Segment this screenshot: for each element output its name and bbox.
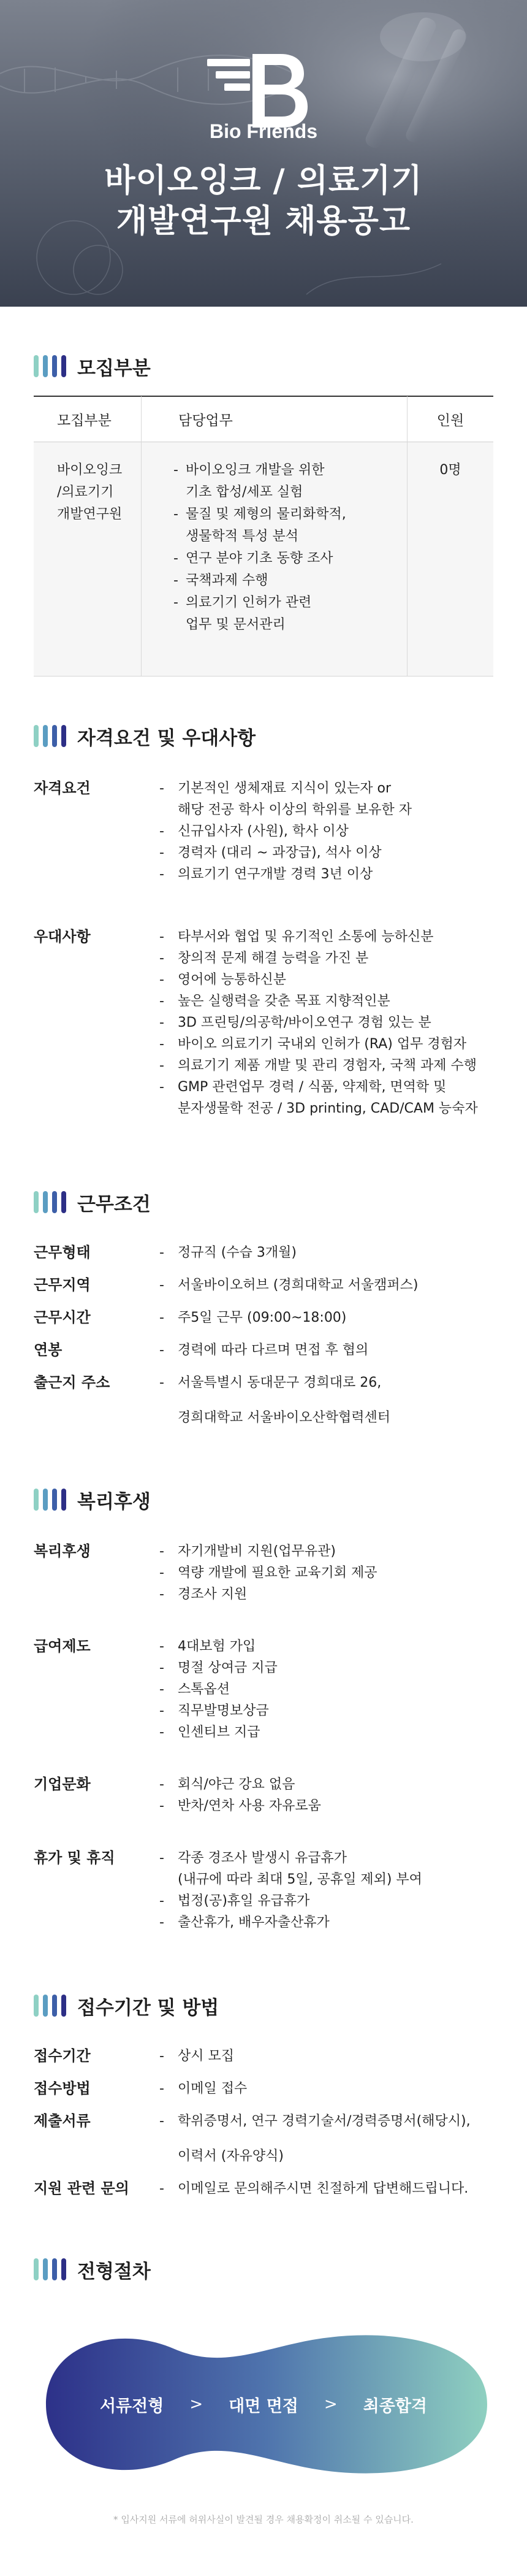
list-item: [159, 1242, 499, 1263]
list-item: [159, 1307, 499, 1328]
text-line: 신규입사자 (사원), 학사 이상: [178, 824, 349, 839]
table-row: [34, 442, 493, 677]
section-title: 복리후생: [77, 1490, 151, 1513]
list-item-text: [178, 1275, 499, 1296]
text-line: 바이오잉크 개발을 위한: [186, 462, 325, 478]
text-line: 생물학적 특성 분석: [186, 529, 299, 544]
row-values: [159, 1372, 499, 1428]
process-step: 대면 면접: [229, 2396, 298, 2416]
list-item-text: [178, 778, 499, 821]
list-item: [159, 1372, 499, 1428]
dash-bullet: -: [159, 951, 164, 966]
text-line: 명절 상여금 지급: [178, 1660, 278, 1676]
list-item: [159, 1012, 499, 1033]
info-row: [34, 1242, 499, 1263]
info-row: [34, 1541, 499, 1605]
text-line: 스톡옵션: [178, 1682, 230, 1697]
footnote: * 입사지원 서류에 허위사실이 발견될 경우 채용확정이 취소될 수 있습니다.: [113, 2514, 414, 2525]
list-item-text: [178, 864, 499, 885]
section-bars-icon: [34, 355, 66, 377]
row-values: [159, 1541, 499, 1605]
dash-bullet: -: [159, 1893, 164, 1909]
text-line: 타부서와 협업 및 유기적인 소통에 능하신분: [178, 929, 434, 945]
list-item: [159, 948, 499, 969]
info-row: [34, 1340, 499, 1361]
headcount-cell: 0명: [439, 462, 461, 478]
section-title: 모집부분: [77, 357, 151, 380]
text-line: 반차/연차 사용 자유로움: [178, 1798, 321, 1814]
row-values: [159, 1340, 499, 1361]
dash-bullet: -: [173, 507, 178, 522]
row-values: [159, 1774, 499, 1817]
title-line-2: 개발연구원 채용공고: [116, 203, 411, 240]
dash-bullet: -: [159, 1660, 164, 1676]
list-item: [159, 864, 499, 885]
text-line: 분자생물학 전공 / 3D printing, CAD/CAM 능숙자: [178, 1101, 478, 1116]
column-header: 모집부분: [57, 413, 112, 429]
list-item: [159, 1033, 499, 1055]
list-item-text: [178, 2045, 499, 2067]
dash-bullet: -: [159, 994, 164, 1009]
list-item: [166, 459, 407, 504]
text-line: 이력서 (자유양식): [178, 2149, 284, 2164]
list-item-text: [178, 1562, 499, 1584]
text-line: 의료기기 인허가 관련: [186, 595, 312, 610]
text-line: (내규에 따라 최대 5일, 공휴일 제외) 부여: [178, 1872, 422, 1887]
dash-bullet: -: [159, 2049, 164, 2064]
dash-bullet: -: [159, 1915, 164, 1930]
list-item-text: [178, 1033, 499, 1055]
text-line: 바이오 의료기기 국내외 인허가 (RA) 업무 경험자: [178, 1037, 467, 1052]
list-item-text: [178, 2178, 499, 2199]
list-item: [159, 1584, 499, 1605]
process-step: 서류전형: [100, 2396, 164, 2416]
list-item-text: [178, 1372, 499, 1428]
requirements-list: [159, 778, 499, 885]
list-item-text: [178, 1541, 499, 1562]
list-item-text: [178, 1307, 499, 1328]
dash-bullet: -: [159, 867, 164, 882]
section-bars-icon: [34, 2258, 66, 2280]
section-bars-icon: [34, 725, 66, 747]
list-item: [159, 1679, 499, 1700]
title-line-1: 바이오잉크 / 의료기기: [104, 163, 423, 199]
dash-bullet: -: [159, 1058, 164, 1073]
list-item: [159, 926, 499, 948]
list-item: [159, 991, 499, 1012]
list-item: [166, 592, 407, 636]
row-values: [159, 1275, 499, 1296]
list-item-text: [178, 1700, 499, 1722]
dash-bullet: -: [159, 1725, 164, 1740]
list-item: [159, 1795, 499, 1817]
list-item: [159, 821, 499, 842]
dash-bullet: -: [159, 845, 164, 861]
text-line: 이메일 접수: [178, 2081, 248, 2096]
requirements-block: [34, 778, 499, 885]
text-line: 기본적인 생체재료 지식이 있는자 or: [178, 781, 392, 796]
info-row: [34, 1372, 499, 1428]
info-row: [34, 1636, 499, 1743]
list-item: [159, 1657, 499, 1679]
text-line: 해당 전공 학사 이상의 학위를 보유한 자: [178, 802, 412, 818]
column-header: 인원: [436, 413, 464, 429]
list-item-text: [178, 1340, 499, 1361]
list-item: [159, 1562, 499, 1584]
section-title: 자격요건 및 우대사항: [77, 727, 256, 749]
list-item: [159, 842, 499, 864]
duties-cell: [141, 442, 408, 676]
row-label: 출근지 주소: [34, 1374, 110, 1391]
dash-bullet: -: [173, 595, 178, 610]
row-label: 급여제도: [34, 1638, 91, 1655]
list-item: [159, 2045, 499, 2067]
text-line: 주5일 근무 (09:00~18:00): [178, 1310, 347, 1325]
dash-bullet: -: [173, 551, 178, 566]
position-line: 바이오잉크: [57, 462, 123, 478]
list-item-text: [178, 1584, 499, 1605]
list-item-text: [178, 1722, 499, 1743]
hero-banner: [0, 0, 527, 307]
table-header: [34, 396, 493, 442]
list-item-text: [178, 1012, 499, 1033]
dash-bullet: -: [159, 1375, 164, 1390]
list-item-text: [186, 592, 407, 636]
list-item-text: [178, 2110, 499, 2167]
list-item: [166, 570, 407, 592]
list-item: [159, 1275, 499, 1296]
dash-bullet: -: [159, 1703, 164, 1719]
info-row: [34, 1847, 499, 1933]
text-line: 4대보험 가입: [178, 1639, 256, 1654]
list-item-text: [178, 1847, 499, 1890]
recruit-table: [34, 396, 493, 678]
text-line: 높은 실행력을 갖춘 목표 지향적인분: [178, 994, 390, 1009]
requirements-label: 자격요건: [34, 780, 91, 797]
list-item-text: [178, 1242, 499, 1263]
text-line: 상시 모집: [178, 2049, 235, 2064]
list-item-text: [186, 548, 407, 570]
text-line: 경력자 (대리 ~ 과장급), 석사 이상: [178, 845, 382, 861]
list-item-text: [178, 821, 499, 842]
dash-bullet: -: [159, 1037, 164, 1052]
section-heading-application: [34, 1993, 219, 2018]
dash-bullet: -: [173, 573, 178, 588]
dash-bullet: -: [159, 1015, 164, 1030]
section-heading-recruit: [34, 354, 151, 378]
info-row: [34, 2045, 499, 2067]
dash-bullet: -: [159, 1079, 164, 1095]
list-item-text: [178, 2078, 499, 2099]
text-line: 창의적 문제 해결 능력을 가진 분: [178, 951, 369, 966]
dash-bullet: -: [159, 824, 164, 839]
preferred-list: [159, 926, 499, 1119]
text-line: 의료기기 연구개발 경력 3년 이상: [178, 867, 373, 882]
dash-bullet: -: [159, 929, 164, 945]
list-item-text: [178, 1055, 499, 1076]
row-values: [159, 2045, 499, 2067]
dash-bullet: -: [159, 1245, 164, 1260]
dash-bullet: -: [159, 1343, 164, 1358]
list-item-text: [178, 1890, 499, 1912]
text-line: 물질 및 제형의 물리화학적,: [186, 507, 346, 522]
list-item-text: [178, 1795, 499, 1817]
list-item: [159, 1774, 499, 1795]
row-values: [159, 1307, 499, 1328]
list-item-text: [178, 1657, 499, 1679]
text-line: 역량 개발에 필요한 교육기회 제공: [178, 1565, 377, 1581]
arrow-icon: >: [189, 2395, 203, 2413]
text-line: 각종 경조사 발생시 유급휴가: [178, 1850, 347, 1866]
row-label: 지원 관련 문의: [34, 2180, 129, 2197]
row-values: [159, 2078, 499, 2099]
list-item: [159, 2110, 499, 2167]
list-item-text: [186, 570, 407, 592]
info-row: [34, 2110, 499, 2167]
row-values: [159, 2178, 499, 2199]
dash-bullet: -: [159, 972, 164, 987]
list-item-text: [186, 504, 407, 548]
list-item-text: [178, 926, 499, 948]
list-item-text: [178, 1076, 499, 1119]
dash-bullet: -: [159, 2081, 164, 2096]
row-label: 제출서류: [34, 2112, 91, 2129]
dash-bullet: -: [159, 1639, 164, 1654]
section-title: 전형절차: [77, 2260, 151, 2283]
list-item: [159, 1700, 499, 1722]
list-item-text: [178, 1912, 499, 1933]
list-item: [159, 1722, 499, 1743]
text-line: 법정(공)휴일 유급휴가: [178, 1893, 310, 1909]
row-label: 휴가 및 휴직: [34, 1849, 115, 1866]
text-line: 인센티브 지급: [178, 1725, 260, 1740]
dash-bullet: -: [159, 2114, 164, 2129]
list-item-text: [178, 1679, 499, 1700]
dash-bullet: -: [159, 1850, 164, 1866]
list-item-text: [178, 969, 499, 991]
dash-bullet: -: [159, 1777, 164, 1792]
section-heading-welfare: [34, 1487, 151, 1512]
dash-bullet: -: [159, 1544, 164, 1559]
row-label: 근무지역: [34, 1276, 91, 1294]
page-title: [0, 161, 527, 242]
info-row: [34, 2178, 499, 2199]
dash-bullet: -: [159, 2181, 164, 2196]
list-item-text: [178, 1636, 499, 1657]
section-bars-icon: [34, 1995, 66, 2017]
list-item: [159, 1912, 499, 1933]
list-item: [159, 2178, 499, 2199]
info-row: [34, 2078, 499, 2099]
list-item-text: [178, 842, 499, 864]
text-line: 영어에 능통하신분: [178, 972, 287, 987]
list-item-text: [186, 459, 407, 504]
list-item: [166, 504, 407, 548]
text-line: 연구 분야 기초 동향 조사: [186, 551, 333, 566]
info-row: [34, 1275, 499, 1296]
dash-bullet: -: [159, 1310, 164, 1325]
row-label: 접수기간: [34, 2047, 91, 2064]
list-item: [159, 1541, 499, 1562]
text-line: 국책과제 수행: [186, 573, 268, 588]
dash-bullet: -: [159, 1278, 164, 1293]
dash-bullet: -: [159, 1565, 164, 1581]
section-bars-icon: [34, 1191, 66, 1213]
list-item: [159, 1636, 499, 1657]
text-line: [178, 1393, 499, 1407]
section-heading-process: [34, 2257, 151, 2282]
row-label: 기업문화: [34, 1776, 91, 1793]
position-line: 개발연구원: [57, 507, 123, 522]
brand-name: Bio Friends: [209, 120, 317, 142]
list-item-text: [178, 991, 499, 1012]
section-heading-conditions: [34, 1190, 151, 1214]
row-label: 연봉: [34, 1341, 63, 1359]
preferred-label: 우대사항: [34, 928, 91, 945]
preferred-block: [34, 926, 499, 1119]
text-line: 기초 합성/세포 실험: [186, 485, 303, 500]
text-line: 경력에 따라 다르며 면접 후 협의: [178, 1343, 369, 1358]
text-line: 출산휴가, 배우자출산휴가: [178, 1915, 330, 1930]
arrow-icon: >: [324, 2395, 338, 2413]
text-line: 의료기기 제품 개발 및 관리 경험자, 국책 과제 수행: [178, 1058, 477, 1073]
text-line: 서울바이오허브 (경희대학교 서울캠퍼스): [178, 1278, 419, 1293]
list-item-text: [178, 1774, 499, 1795]
column-header: 담당업무: [141, 396, 408, 443]
list-item: [159, 1076, 499, 1119]
position-line: /의료기기: [57, 485, 114, 500]
row-label: 접수방법: [34, 2080, 91, 2097]
row-label: 근무시간: [34, 1309, 91, 1326]
application-block: [34, 2045, 499, 2210]
list-item: [166, 548, 407, 570]
text-line: 3D 프린팅/의공학/바이오연구 경험 있는 분: [178, 1015, 431, 1030]
list-item: [159, 778, 499, 821]
section-title: 접수기간 및 방법: [77, 1996, 219, 2019]
info-row: [34, 1774, 499, 1817]
row-label: 복리후생: [34, 1543, 91, 1560]
process-steps: [34, 2325, 493, 2484]
dash-bullet: -: [159, 781, 164, 796]
list-item: [159, 969, 499, 991]
lab-background-graphic: [0, 0, 527, 307]
text-line: 이메일로 문의해주시면 친절하게 답변해드립니다.: [178, 2181, 469, 2196]
section-bars-icon: [34, 1489, 66, 1511]
section-title: 근무조건: [77, 1193, 151, 1216]
text-line: 정규직 (수습 3개월): [178, 1245, 297, 1260]
text-line: 회식/야근 강요 없음: [178, 1777, 295, 1792]
dash-bullet: -: [159, 1682, 164, 1697]
position-cell: [34, 442, 141, 676]
row-values: [159, 1636, 499, 1743]
row-label: 근무형태: [34, 1244, 91, 1261]
row-values: [159, 1847, 499, 1933]
text-line: 자기개발비 지원(업무유관): [178, 1544, 336, 1559]
text-line: 경조사 지원: [178, 1587, 248, 1602]
list-item: [159, 1847, 499, 1890]
welfare-block: [34, 1541, 499, 1964]
list-item-text: [178, 948, 499, 969]
text-line: 서울특별시 동대문구 경희대로 26,: [178, 1375, 382, 1390]
list-item: [159, 2078, 499, 2099]
conditions-block: [34, 1242, 499, 1439]
list-item: [159, 1890, 499, 1912]
section-heading-qualifications: [34, 724, 256, 748]
process-step: 최종합격: [363, 2396, 427, 2416]
row-values: [159, 1242, 499, 1263]
text-line: 직무발명보상금: [178, 1703, 269, 1719]
text-line: GMP 관련업무 경력 / 식품, 약제학, 면역학 및: [178, 1079, 447, 1095]
text-line: 경희대학교 서울바이오산학협력센터: [178, 1410, 391, 1425]
list-item: [159, 1340, 499, 1361]
text-line: 학위증명서, 연구 경력기술서/경력증명서(해당시),: [178, 2114, 471, 2129]
text-line: 업무 및 문서관리: [186, 617, 286, 632]
row-values: [159, 2110, 499, 2167]
text-line: [178, 2132, 499, 2145]
process-banner: [34, 2325, 493, 2484]
dash-bullet: -: [173, 462, 178, 478]
list-item: [159, 1055, 499, 1076]
dash-bullet: -: [159, 1587, 164, 1602]
dash-bullet: -: [159, 1798, 164, 1814]
info-row: [34, 1307, 499, 1328]
